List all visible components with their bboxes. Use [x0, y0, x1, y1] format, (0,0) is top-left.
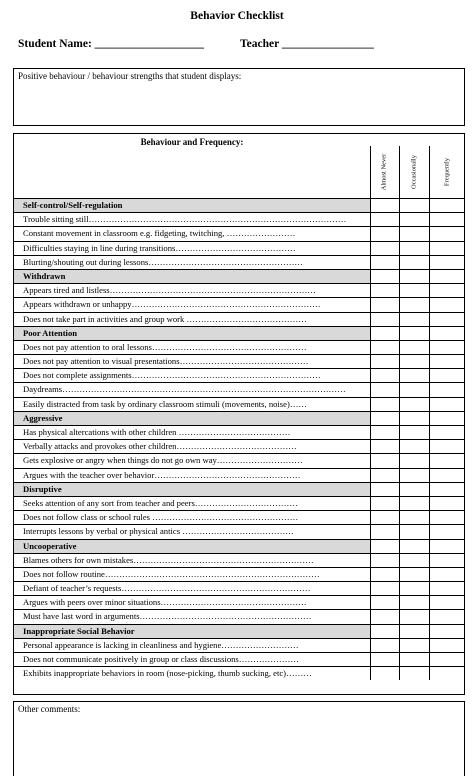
occasionally-checkbox-cell[interactable]: [399, 596, 429, 609]
behaviour-label: Personal appearance is lacking in cleanliness and hygiene………………………: [23, 639, 299, 650]
behaviour-row: [14, 510, 464, 524]
behaviour-row: [14, 297, 464, 311]
category-cell: [399, 327, 429, 340]
frequently-checkbox-cell[interactable]: [429, 525, 465, 538]
category-cell: [429, 199, 465, 212]
frequently-checkbox-cell[interactable]: [429, 242, 465, 255]
frequently-checkbox-cell[interactable]: [429, 284, 465, 297]
table-header: [14, 134, 464, 198]
almost-never-checkbox-cell[interactable]: [370, 341, 399, 354]
behaviour-row: [14, 425, 464, 439]
behaviour-label: Must have last word in arguments……………………………………………………: [23, 611, 312, 622]
other-comments-box[interactable]: [13, 701, 465, 776]
category-cell: [429, 625, 465, 638]
behaviour-row: [14, 638, 464, 652]
frequently-checkbox-cell[interactable]: [429, 213, 465, 226]
category-row: [14, 482, 464, 496]
behaviour-label: Appears withdrawn or unhappy…………………………………………………………: [23, 299, 321, 310]
table-title: Behaviour and Frequency:: [140, 137, 244, 147]
occasionally-checkbox-cell[interactable]: [399, 242, 429, 255]
frequently-checkbox-cell[interactable]: [429, 568, 465, 581]
behaviour-row: [14, 595, 464, 609]
almost-never-checkbox-cell[interactable]: [370, 398, 399, 411]
almost-never-checkbox-cell[interactable]: [370, 284, 399, 297]
occasionally-checkbox-cell[interactable]: [399, 213, 429, 226]
name-row: [18, 38, 458, 50]
occasionally-checkbox-cell[interactable]: [399, 469, 429, 482]
category-cell: [399, 199, 429, 212]
almost-never-checkbox-cell[interactable]: [370, 511, 399, 524]
frequently-checkbox-cell[interactable]: [429, 469, 465, 482]
occasionally-checkbox-cell[interactable]: [399, 227, 429, 240]
almost-never-checkbox-cell[interactable]: [370, 256, 399, 269]
table-body: [14, 198, 464, 680]
occasionally-checkbox-cell[interactable]: [399, 525, 429, 538]
category-row: [14, 198, 464, 212]
frequently-checkbox-cell[interactable]: [429, 369, 465, 382]
category-cell: [370, 540, 399, 553]
frequently-checkbox-cell[interactable]: [429, 313, 465, 326]
almost-never-checkbox-cell[interactable]: [370, 383, 399, 396]
category-cell: [370, 270, 399, 283]
behaviour-row: [14, 397, 464, 411]
occasionally-checkbox-cell[interactable]: [399, 667, 429, 680]
column-label-almost-never: Almost Never: [380, 153, 388, 191]
behaviour-label: Does not complete assignments…………………………………………………………: [23, 370, 321, 381]
category-cell: [429, 540, 465, 553]
frequently-checkbox-cell[interactable]: [429, 667, 465, 680]
almost-never-checkbox-cell[interactable]: [370, 426, 399, 439]
behaviour-label: Does not follow class or school rules ……………………………………………: [23, 512, 299, 523]
behaviour-row: [14, 382, 464, 396]
almost-never-checkbox-cell[interactable]: [370, 227, 399, 240]
category-row: [14, 326, 464, 340]
category-row: [14, 539, 464, 553]
behaviour-row: [14, 567, 464, 581]
behaviour-label: Exhibits inappropriate behaviors in room (nose-picking, thumb sucking, etc)………: [23, 668, 312, 679]
almost-never-checkbox-cell[interactable]: [370, 497, 399, 510]
category-label: Uncooperative: [23, 540, 77, 551]
frequently-checkbox-cell[interactable]: [429, 227, 465, 240]
behaviour-row: [14, 652, 464, 666]
behaviour-label: Easily distracted from task by ordinary classroom stimuli (movements, noise)……: [23, 398, 308, 409]
almost-never-checkbox-cell[interactable]: [370, 213, 399, 226]
almost-never-checkbox-cell[interactable]: [370, 610, 399, 623]
almost-never-checkbox-cell[interactable]: [370, 582, 399, 595]
almost-never-checkbox-cell[interactable]: [370, 554, 399, 567]
occasionally-checkbox-cell[interactable]: [399, 582, 429, 595]
behaviour-row: [14, 439, 464, 453]
frequently-checkbox-cell[interactable]: [429, 440, 465, 453]
behaviour-row: [14, 468, 464, 482]
behaviour-label: Argues with peers over minor situations……………………………………………: [23, 597, 307, 608]
almost-never-checkbox-cell[interactable]: [370, 313, 399, 326]
positive-behaviour-label: Positive behaviour / behaviour strengths that student displays:: [18, 71, 242, 81]
behaviour-row: [14, 255, 464, 269]
occasionally-checkbox-cell[interactable]: [399, 554, 429, 567]
category-label: Withdrawn: [23, 270, 66, 281]
occasionally-checkbox-cell[interactable]: [399, 639, 429, 652]
behaviour-row: [14, 553, 464, 567]
category-cell: [370, 199, 399, 212]
behaviour-label: Defiant of teacher’s requests…………………………………………………………: [23, 583, 311, 594]
frequently-checkbox-cell[interactable]: [429, 355, 465, 368]
behaviour-label: Appears tired and listless………………………………………………………………: [23, 285, 316, 296]
behaviour-label: Verbally attacks and provokes other children……………………………………: [23, 441, 297, 452]
occasionally-checkbox-cell[interactable]: [399, 398, 429, 411]
frequently-checkbox-cell[interactable]: [429, 610, 465, 623]
category-cell: [429, 327, 465, 340]
behaviour-label: Argues with the teacher over behavior……………………………………………: [23, 469, 301, 480]
category-label: Self-control/Self-regulation: [23, 200, 123, 210]
behaviour-label: Does not follow routine…………………………………………………………………: [23, 568, 320, 579]
behaviour-label: Interrupts lessons by verbal or physical antics …………………………………: [23, 526, 294, 537]
category-cell: [399, 540, 429, 553]
behaviour-label: Trouble sitting still………………………………………………………………………………: [23, 214, 347, 225]
occasionally-checkbox-cell[interactable]: [399, 383, 429, 396]
category-label: Poor Attention: [23, 327, 78, 338]
occasionally-checkbox-cell[interactable]: [399, 653, 429, 666]
occasionally-checkbox-cell[interactable]: [399, 369, 429, 382]
category-row: [14, 269, 464, 283]
behaviour-row: [14, 241, 464, 255]
almost-never-checkbox-cell[interactable]: [370, 298, 399, 311]
occasionally-checkbox-cell[interactable]: [399, 313, 429, 326]
behaviour-row: [14, 340, 464, 354]
almost-never-checkbox-cell[interactable]: [370, 525, 399, 538]
teacher-name-field[interactable]: Teacher ________________: [240, 38, 374, 50]
occasionally-checkbox-cell[interactable]: [399, 298, 429, 311]
behaviour-row: [14, 609, 464, 623]
behaviour-row: [14, 368, 464, 382]
frequently-checkbox-cell[interactable]: [429, 554, 465, 567]
occasionally-checkbox-cell[interactable]: [399, 497, 429, 510]
behaviour-label: Blames others for own mistakes………………………………………………………: [23, 554, 314, 565]
behaviour-row: [14, 226, 464, 240]
column-header-almost-never: [370, 146, 399, 198]
frequently-checkbox-cell[interactable]: [429, 639, 465, 652]
category-cell: [429, 270, 465, 283]
occasionally-checkbox-cell[interactable]: [399, 440, 429, 453]
category-cell: [370, 327, 399, 340]
category-cell: [429, 412, 465, 425]
behaviour-label: Gets explosive or angry when things do not go own way…………………………: [23, 455, 303, 466]
almost-never-checkbox-cell[interactable]: [370, 639, 399, 652]
behaviour-row: [14, 354, 464, 368]
frequently-checkbox-cell[interactable]: [429, 398, 465, 411]
frequently-checkbox-cell[interactable]: [429, 298, 465, 311]
positive-behaviour-box[interactable]: [13, 68, 465, 126]
occasionally-checkbox-cell[interactable]: [399, 284, 429, 297]
frequently-checkbox-cell[interactable]: [429, 454, 465, 467]
occasionally-checkbox-cell[interactable]: [399, 454, 429, 467]
almost-never-checkbox-cell[interactable]: [370, 568, 399, 581]
almost-never-checkbox-cell[interactable]: [370, 653, 399, 666]
frequently-checkbox-cell[interactable]: [429, 582, 465, 595]
behaviour-row: [14, 581, 464, 595]
frequently-checkbox-cell[interactable]: [429, 256, 465, 269]
frequently-checkbox-cell[interactable]: [429, 596, 465, 609]
category-label: Aggressive: [23, 412, 63, 423]
category-row: [14, 411, 464, 425]
category-cell: [399, 270, 429, 283]
almost-never-checkbox-cell[interactable]: [370, 369, 399, 382]
column-label-occasionally: Occasionally: [410, 155, 418, 189]
document-title: Behavior Checklist: [190, 10, 284, 22]
behaviour-row: [14, 453, 464, 467]
almost-never-checkbox-cell[interactable]: [370, 242, 399, 255]
category-cell: [429, 483, 465, 496]
column-header-frequently: [429, 146, 465, 198]
occasionally-checkbox-cell[interactable]: [399, 568, 429, 581]
behaviour-row: [14, 212, 464, 226]
almost-never-checkbox-cell[interactable]: [370, 596, 399, 609]
behaviour-table: [13, 133, 465, 695]
almost-never-checkbox-cell[interactable]: [370, 667, 399, 680]
behaviour-row: [14, 312, 464, 326]
behaviour-label: Daydreams………………………………………………………………………………………: [23, 384, 346, 395]
behaviour-row: [14, 666, 464, 680]
category-cell: [399, 412, 429, 425]
occasionally-checkbox-cell[interactable]: [399, 610, 429, 623]
category-label: Disruptive: [23, 483, 62, 494]
almost-never-checkbox-cell[interactable]: [370, 454, 399, 467]
behaviour-row: [14, 283, 464, 297]
frequently-checkbox-cell[interactable]: [429, 653, 465, 666]
frequently-checkbox-cell[interactable]: [429, 426, 465, 439]
behaviour-row: [14, 496, 464, 510]
behaviour-label: Has physical altercations with other children …………………………………: [23, 427, 291, 437]
category-row: [14, 624, 464, 638]
behaviour-label: Does not take part in activities and group work ……………………………………: [23, 313, 307, 324]
frequently-checkbox-cell[interactable]: [429, 511, 465, 524]
other-comments-label: Other comments:: [18, 704, 81, 714]
category-cell: [399, 625, 429, 638]
occasionally-checkbox-cell[interactable]: [399, 511, 429, 524]
behaviour-label: Does not communicate positively in group or class discussions…………………: [23, 654, 299, 664]
occasionally-checkbox-cell[interactable]: [399, 426, 429, 439]
category-label: Inappropriate Social Behavior: [23, 625, 135, 636]
frequently-checkbox-cell[interactable]: [429, 383, 465, 396]
behaviour-label: Constant movement in classroom e.g. fidgeting, twitching, ……………………: [23, 228, 296, 239]
frequently-checkbox-cell[interactable]: [429, 497, 465, 510]
behaviour-label: Seeks attention of any sort from teacher and peers………………………………: [23, 497, 298, 508]
occasionally-checkbox-cell[interactable]: [399, 341, 429, 354]
almost-never-checkbox-cell[interactable]: [370, 469, 399, 482]
category-cell: [370, 412, 399, 425]
student-name-field[interactable]: Student Name: ___________________: [18, 38, 204, 50]
behaviour-row: [14, 524, 464, 538]
frequently-checkbox-cell[interactable]: [429, 341, 465, 354]
occasionally-checkbox-cell[interactable]: [399, 256, 429, 269]
column-header-occasionally: [399, 146, 429, 198]
category-cell: [399, 483, 429, 496]
category-cell: [370, 483, 399, 496]
almost-never-checkbox-cell[interactable]: [370, 355, 399, 368]
occasionally-checkbox-cell[interactable]: [399, 355, 429, 368]
behaviour-label: Difficulties staying in line during transitions……………………………………: [23, 242, 296, 253]
behaviour-label: Does not pay attention to visual presentations………………………………………: [23, 356, 309, 367]
column-label-frequently: Frequently: [443, 157, 451, 187]
category-cell: [370, 625, 399, 638]
behaviour-label: Does not pay attention to oral lessons………………………………………………: [23, 341, 307, 352]
behaviour-label: Blurting/shouting out during lessons………………………………………………: [23, 256, 304, 267]
almost-never-checkbox-cell[interactable]: [370, 440, 399, 453]
